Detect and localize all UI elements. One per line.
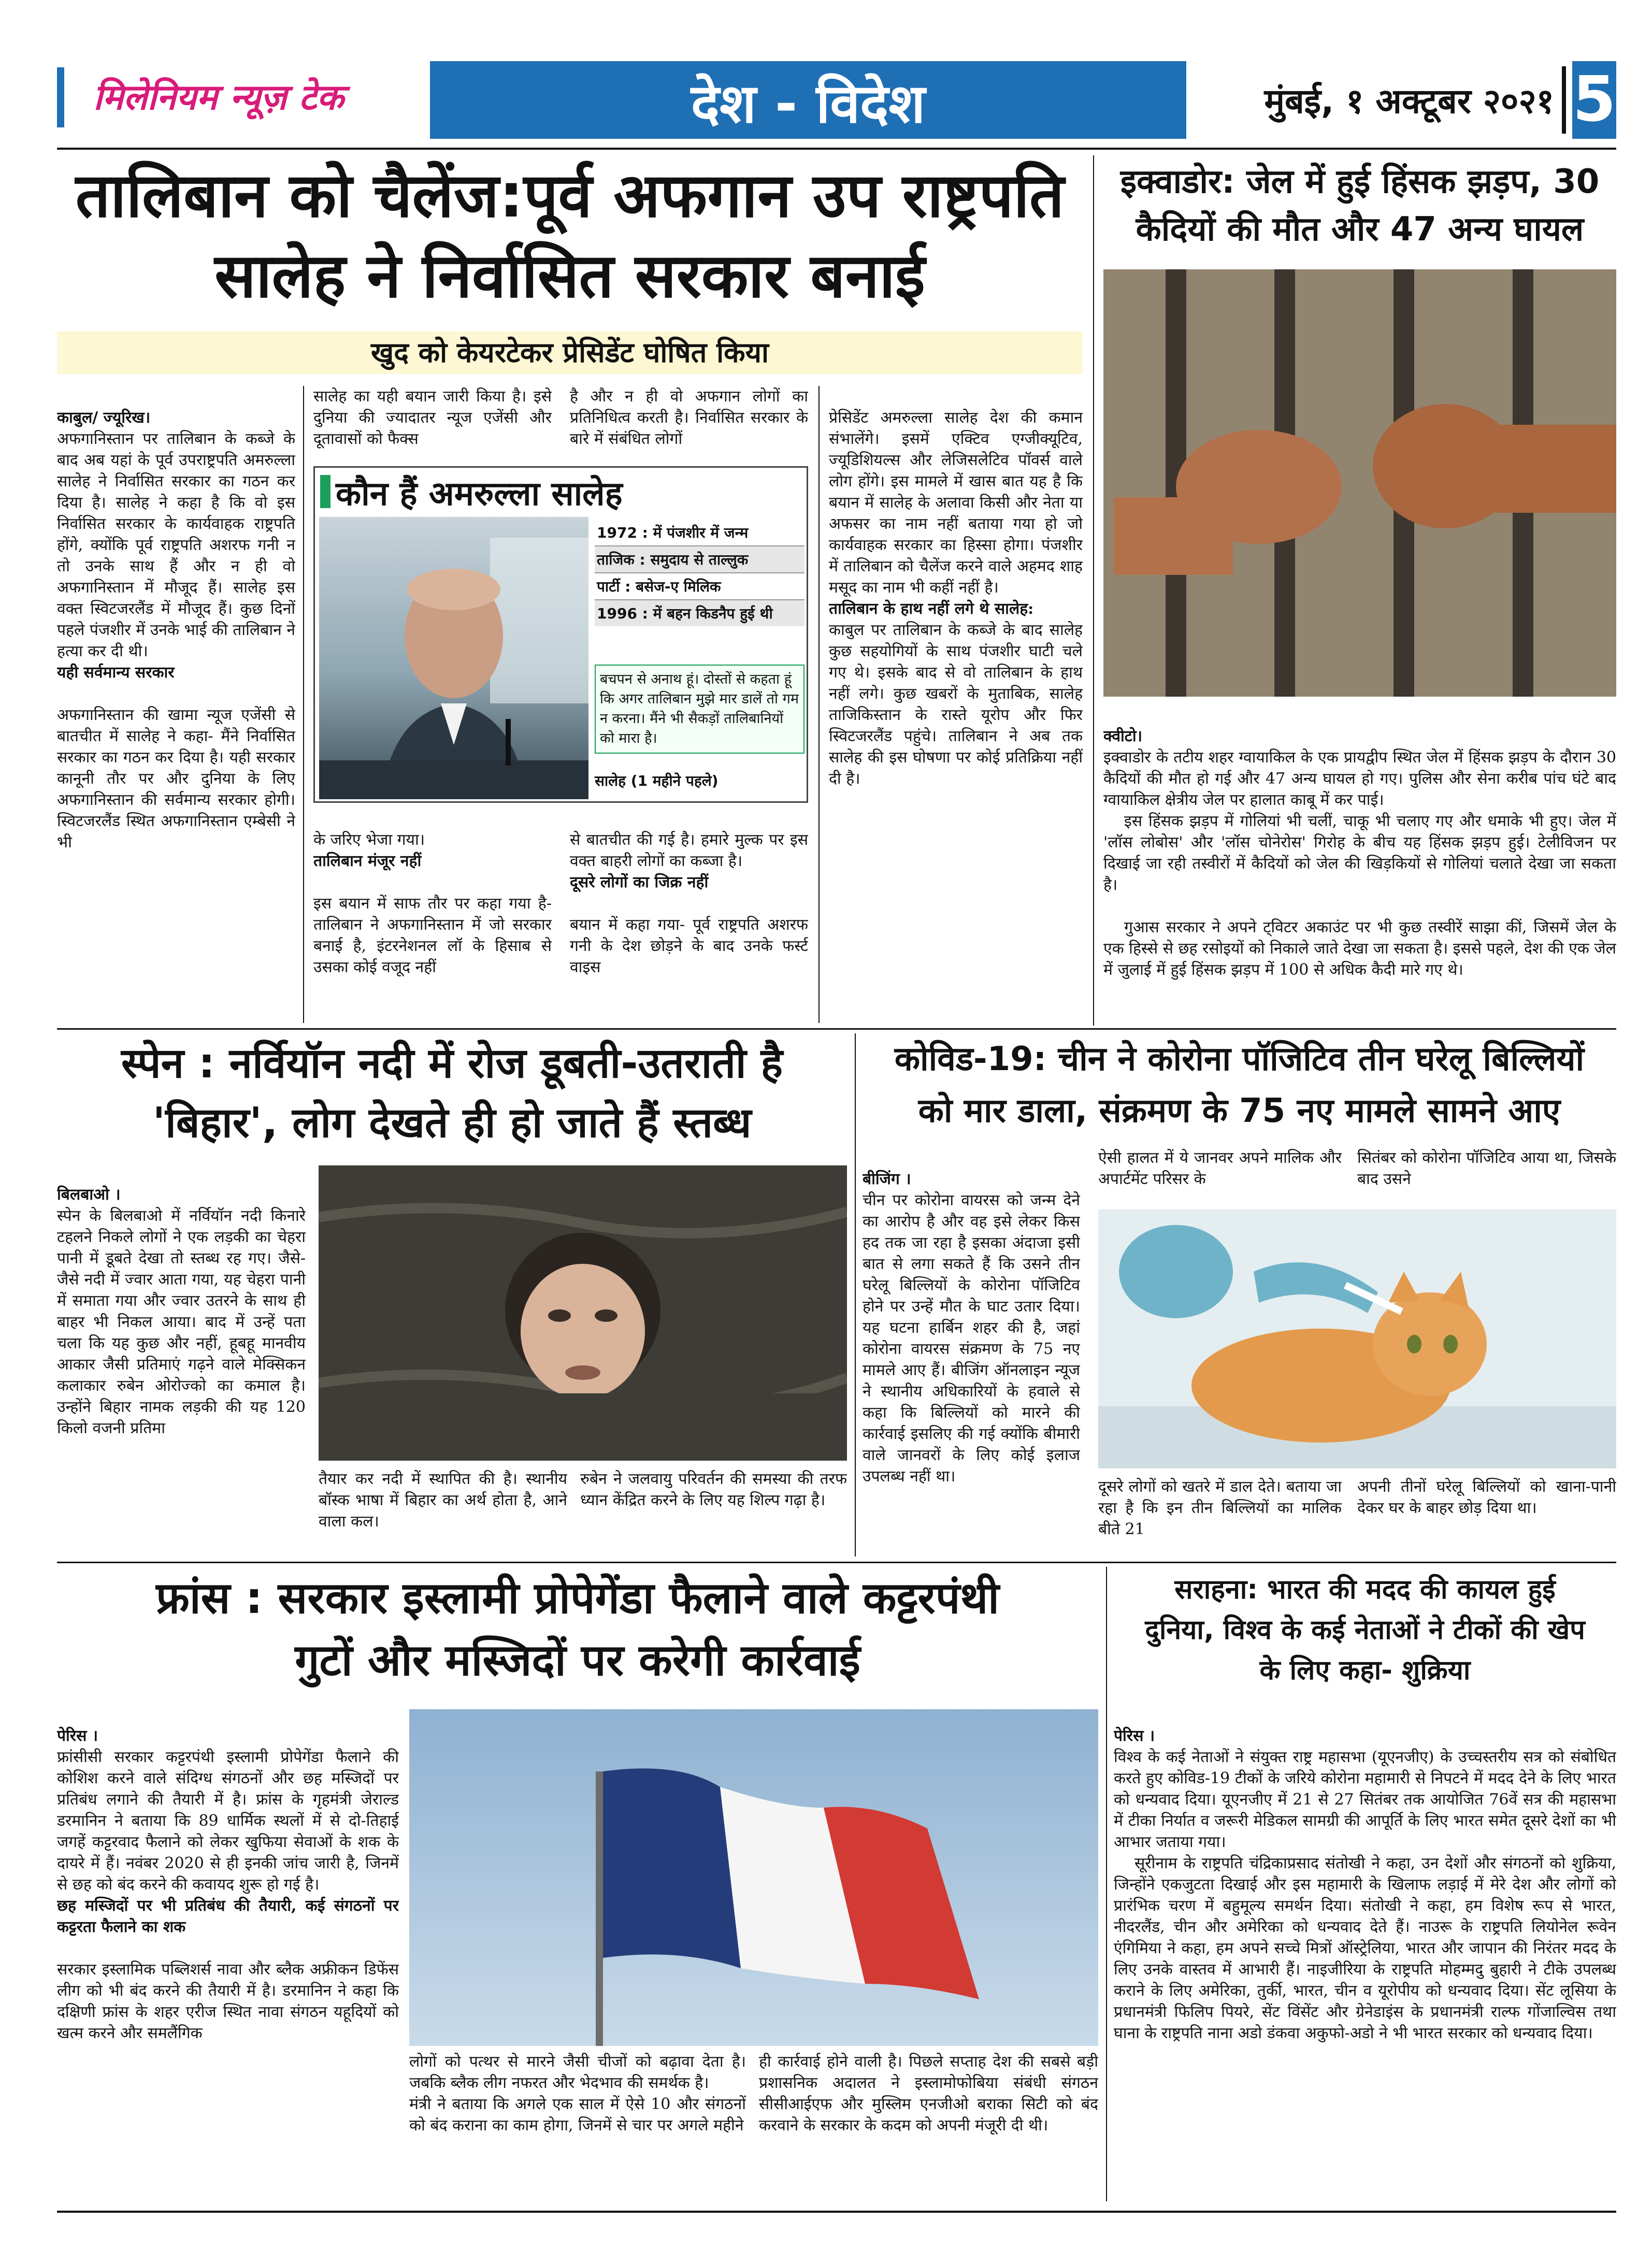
- taliban-col2-bottom2-text: इस बयान में साफ तौर पर कहा गया है- तालिबान ने अफगानिस्तान में जो सरकार बनाई है, इंटरनेशनल लॉ के हिसाब से उसका कोई वजूद नहीं: [313, 895, 552, 976]
- ecuador-p1: इक्वाडोर के तटीय शहर ग्वायाकिल के एक प्रायद्वीप स्थित जेल में हिंसक झड़प के दौरान 30 कैदियों की मौत हो गई और 47 अन्य घायल हो गए। पुलिस और सेना करीब पांच घंटे बाद ग्वायाकिल क्षेत्रीय जेल पर हालात काबू में कर पाई।: [1103, 748, 1616, 809]
- spain-col2: तैयार कर नदी में स्थापित की है। स्थानीय बॉस्क भाषा में बिहार का अर्थ होता है, आने वाला कल।: [319, 1470, 567, 1531]
- france-col3: ही कार्रवाई होने वाली है। पिछले सप्ताह देश की सबसे बड़ी प्रशासनिक अदालत ने इस्लामोफोबिया संबंधी संगठन सीसीआईएफ और मुस्लिम एनजीओ बराका सिटी को बंद करवाने के सरकार के कदम को अपनी मंजूरी दी थी।: [759, 2053, 1098, 2135]
- fact-party: पार्टी : बसेज-ए मिलिक: [595, 573, 805, 600]
- infobox-accent: [320, 475, 331, 508]
- china-col1-text: चीन पर कोरोना वायरस को जन्म देने का आरोप है और वह इसे लेकर किस हद तक जा रहा है इसका अंदाजा इसी बात से लगा सकते हैं कि उसने तीन घरेलू बिल्लियों के कोरोना पॉजिटिव होने पर उन्हें मौत के घाट उतार दिया। यह घटना हार्बिन शहर की है, जहां कोरोना वायरस संक्रमण के 75 नए मामले आए हैं। बीजिंग ऑनलाइन न्यूज ने स्थानीय अधिकारियों के हवाले से कहा कि बिल्लियों को मारने की कार्रवाई इसलिए की गई क्योंकि बीमारी वाले जानवरों के लिए कोई इलाज उपलब्ध नहीं था।: [863, 1191, 1080, 1486]
- france-col1-text: फ्रांसीसी सरकार कट्टरपंथी इस्लामी प्रोपेगेंडा फैलाने की कोशिश करने वाले संदिग्ध संगठनों और छह मस्जिदों पर प्रतिबंध लगाने की तैयारी में है। फ्रांस के गृहमंत्री जेराल्ड डरमानिन ने बताया कि 89 धार्मिक स्थलों में से दो-तिहाई जगहें कट्टरवाद फैलाने को लेकर खुफिया सेवाओं के शक के दायरे में हैं। नवंबर 2020 से ही इनकी जांच जारी है, जिनमें से छह को बंद करने की कवायद शुरू हो गई है।: [57, 1748, 399, 1894]
- taliban-col1-subhead: यही सर्वमान्य सरकार: [57, 664, 175, 682]
- infobox-caption: सालेह (1 महीने पहले): [595, 772, 719, 789]
- fact-birth: 1972 : में पंजशीर में जन्म: [595, 520, 805, 546]
- taliban-col4-subhead: तालिबान के हाथ नहीं लगे थे सालेह:: [829, 600, 1034, 618]
- col-rule: [303, 386, 304, 1023]
- saleh-infobox: [313, 466, 808, 803]
- footer-rule: [57, 2211, 1616, 2213]
- french-flag-photo: [409, 1709, 1098, 2046]
- ecuador-dateline: क्वीटो।: [1103, 727, 1143, 745]
- taliban-col3-bottom2-text: बयान में कहा गया- पूर्व राष्ट्रपति अशरफ गनी के देश छोड़ने के बाद उनके फर्स्ट वाइस: [570, 916, 808, 976]
- brand-name: मिलेनियम न्यूज़ टेक: [93, 77, 344, 118]
- taliban-headline: तालिबान को चैलेंज:पूर्व अफगान उप राष्ट्रपति सालेह ने निर्वासित सरकार बनाई: [75, 160, 1065, 311]
- section-rule: [1093, 155, 1094, 1026]
- taliban-col2-top: सालेह का यही बयान जारी किया है। इसे दुनिया की ज्यादातर न्यूज एजेंसी और दूतावासों को फैक्स: [313, 387, 552, 448]
- taliban-col2-subhead: तालिबान मंजूर नहीं: [313, 852, 422, 870]
- china-col1: [863, 1147, 1080, 1556]
- ecuador-body: [1103, 704, 1616, 1026]
- prison-bars-illustration: [1103, 269, 1616, 697]
- section-rule: [855, 1033, 856, 1556]
- header-rule: [57, 148, 1616, 150]
- taliban-deck: खुद को केयरटेकर प्रेसिडेंट घोषित किया: [57, 331, 1083, 374]
- page-divider: [1562, 66, 1566, 134]
- horizontal-rule: [57, 1562, 1616, 1563]
- river-sculpture-photo: [319, 1165, 847, 1461]
- taliban-col4b-text: काबुल पर तालिबान के कब्जे के बाद सालेह कुछ सहयोगियों के साथ पंजशीर घाटी चले गए थे। इसके बाद से वो तालिबान के हाथ नहीं लगे। कुछ खबरों के मुताबिक, सालेह ताजिकिस्तान के रास्ते यूरोप और फिर स्विटजरलैंड पहुंचे। तालिबान ने अब तक सालेह की इस घोषणा पर कोई प्रतिक्रिया नहीं दी है।: [829, 621, 1083, 788]
- france-headline: फ्रांस : सरकार इस्लामी प्रोपेगेंडा फैलाने वाले कट्टरपंथी गुटों और मस्जिदों पर करेगी कार्रवाई: [156, 1573, 999, 1685]
- china-dateline: बीजिंग ।: [863, 1170, 911, 1188]
- china-col3-bottom: अपनी तीनों घरेलू बिल्लियों को खाना-पानी देकर घर के बाहर छोड़ दिया था।: [1357, 1478, 1616, 1517]
- india-dateline: पेरिस ।: [1114, 1727, 1155, 1745]
- horizontal-rule: [57, 1028, 1616, 1030]
- french-flag-illustration: [409, 1709, 1098, 2046]
- section-title: देश - विदेश: [691, 72, 926, 135]
- ecuador-p2: इस हिंसक झड़प में गोलियां भी चलीं, चाकू भी चलाए गए और धमाके भी हुए। जेल में 'लॉस लोबोस' और 'लॉस चोनेरोस' गिरोह के बीच यह हिंसक झड़प हुई। टेलीविजन पर दिखाई जा रही तस्वीरों में कैदियों को जेल की खिड़कियों से गोलियां चलाते देखा जा सकता है।: [1103, 812, 1616, 894]
- india-body: [1114, 1704, 1616, 2201]
- spain-col1: [57, 1163, 306, 1556]
- india-p2: सूरीनाम के राष्ट्रपति चंद्रिकाप्रसाद संतोखी ने कहा, उन देशों और संगठनों को शुक्रिया, जिन्होंने एकजुटता दिखाई और इस महामारी के खिलाफ लड़ाई में मेरे देश और लोगों को प्रारंभिक चरण में बहुमूल्य समर्थन दिया। संतोखी ने कहा, हम विशेष रूप से भारत, नीदरलैंड, चीन और अमेरिका को धन्यवाद देते हैं। नाउरू के राष्ट्रपति लियोनेल रूवेन एंगिमिया ने कहा, हम अपने सच्चे मित्रों ऑस्ट्रेलिया, भारत और जापान की निरंतर मदद के लिए उनके वास्तव में आभारी हैं। नाइजीरिया के राष्ट्रपति मोहम्मदु बुहारी ने टीके उपलब्ध कराने के लिए अमेरिका, तुर्की, भारत, चीन व यूरोपीय को धन्यवाद दिया। सेंट लूसिया के प्रधानमंत्री फिलिप पियरे, सेंट विंसेंट और ग्रेनेडाइंस के प्रधानमंत्री राल्फ गोंजाल्विस तथा घाना के राष्ट्रपति नाना अडो डंकवा अकुफो-अडो ने भी भारत सरकार को धन्यवाद दिया।: [1114, 1854, 1616, 2042]
- fact-community: ताजिक : समुदाय से ताल्लुक: [595, 546, 805, 573]
- taliban-col2-bottom: [313, 808, 552, 1023]
- france-col1b-text: सरकार इस्लामिक पब्लिशर्स नावा और ब्लैक अफ्रीकन डिफेंस लीग को भी बंद करने की तैयारी में है। डरमानिन ने कहा कि दक्षिणी फ्रांस के शहर एरीज स्थित नावा संगठन यहूदियों को खत्म करने और समलैंगिक: [57, 1960, 399, 2042]
- cat-vet-photo: [1098, 1209, 1616, 1468]
- infobox-quote: बचपन से अनाथ हूं। दोस्तों से कहता हूं कि अगर तालिबान मुझे मार डालें तो गम न करना। मैंने भी सैकड़ों तालिबानियों को मारा है।: [595, 665, 805, 754]
- spain-col1-text: स्पेन के बिलबाओ में नर्वियॉन नदी किनारे टहलने निकले लोगों ने एक लड़की का चेहरा पानी में डूबते देखा तो स्तब्ध रह गए। जैसे-जैसे नदी में ज्वार आता गया, यह चेहरा पानी में समाता गया और ज्वार उतरने के साथ ही बाहर भी निकल आया। बाद में उन्हें पता चला कि यह कुछ और नहीं, हूबहू मानवीय आकार जैसी प्रतिमाएं गढ़ने वाले मेक्सिकन कलाकार रुबेन ओरोज्को का कमाल है। उन्होंने बिहार नामक लड़की की यह 120 किलो वजनी प्रतिमा: [57, 1207, 306, 1437]
- spain-dateline: बिलबाओ ।: [57, 1186, 121, 1204]
- ecuador-p3: गुआस सरकार ने अपने ट्विटर अकाउंट पर भी कुछ तस्वीरें साझा कीं, जिसमें जेल के एक हिस्से से छह रसोइयों को निकाले जाते देखा जा सकता है। इससे पहले, देश की एक जेल में जुलाई में हुई हिंसक झड़प में 100 से अधिक कैदी मारे गए थे।: [1103, 918, 1616, 979]
- france-dateline: पेरिस ।: [57, 1727, 98, 1745]
- section-rule: [1106, 1567, 1107, 2201]
- face-in-water-illustration: [319, 1165, 847, 1461]
- china-headline: कोविड-19: चीन ने कोरोना पॉजिटिव तीन घरेलू बिल्लियों को मार डाला, संक्रमण के 75 नए मामले सामने आए: [894, 1040, 1585, 1130]
- taliban-col3-bottom-text: से बातचीत की गई है। हमारे मुल्क पर इस वक्त बाहरी लोगों का कब्जा है।: [570, 831, 808, 870]
- taliban-col2-bottom-text: के जरिए भेजा गया।: [313, 831, 425, 849]
- page-number: 5: [1572, 61, 1616, 139]
- cat-injection-illustration: [1098, 1209, 1616, 1468]
- france-col1: [57, 1704, 399, 2201]
- taliban-col3-subhead: दूसरे लोगों का जिक्र नहीं: [570, 873, 709, 891]
- india-p1: विश्व के कई नेताओं ने संयुक्त राष्ट्र महासभा (यूएनजीए) के उच्चस्तरीय सत्र को संबोधित करते हुए कोविड-19 टीकों के जरिये कोरोना महामारी से निपटने में मदद देने के लिए भारत को धन्यवाद दिया। यूएनजीए में 21 से 27 सितंबर तक आयोजित 76वें सत्र की महासभा में टीका निर्यात व जरूरी मेडिकल सामग्री की आपूर्ति के लिए भारत समेत दूसरे देशों का भी आभार जताया गया।: [1114, 1748, 1616, 1851]
- spain-headline: स्पेन : नर्वियॉन नदी में रोज डूबती-उतराती है 'बिहार', लोग देखते ही हो जाते हैं स्तब्ध: [121, 1039, 783, 1147]
- china-col2-top: ऐसी हालत में ये जानवर अपने मालिक और अपार्टमेंट परिसर के: [1098, 1149, 1342, 1188]
- saleh-photo: [319, 517, 588, 799]
- masthead: [57, 61, 1616, 139]
- brand-bar: [57, 67, 64, 127]
- taliban-col1-text: अफगानिस्तान पर तालिबान के कब्जे के बाद अब यहां के पूर्व उपराष्ट्रपति अमरुल्ला सालेह ने निर्वासित सरकार का गठन कर दिया है। सालेह ने कहा है कि वो इस निर्वासित सरकार के कार्यवाहक राष्ट्रपति होंगे, क्योंकि पूर्व राष्ट्रपति अशरफ गनी न तो उनके साथ हैं और न ही वो अफगानिस्तान में मौजूद हैं। सालेह इस वक्त स्विटजरलैंड में मौजूद हैं। कुछ दिनों पहले पंजशीर में उनके भाई की तालिबान ने हत्या कर दी थी।: [57, 430, 295, 660]
- ecuador-headline: इक्वाडोर: जेल में हुई हिंसक झड़प, 30 कैदियों की मौत और 47 अन्य घायल: [1120, 163, 1600, 249]
- issue-date: मुंबई, १ अक्टूबर २०२१: [1264, 81, 1554, 121]
- china-col3-top: सितंबर को कोरोना पॉजिटिव आया था, जिसके बाद उसने: [1357, 1149, 1616, 1188]
- india-headline: सराहना: भारत की मदद की कायल हुई दुनिया, विश्व के कई नेताओं ने टीकों की खेप के लिए कहा- शुक्रिया: [1145, 1574, 1585, 1686]
- infobox-title: कौन हैं अमरुल्ला सालेह: [336, 475, 623, 513]
- taliban-dateline: काबुल/ ज्यूरिख।: [57, 409, 151, 427]
- prison-photo: [1103, 269, 1616, 697]
- fact-1996: 1996 : में बहन किडनैप हुई थी: [595, 600, 805, 626]
- taliban-col3-top: है और न ही वो अफगान लोगों का प्रतिनिधित्व करती है। निर्वासित सरकार के बारे में संबंधित लोगों: [570, 387, 808, 448]
- col-rule: [818, 386, 820, 1023]
- taliban-col1b-text: अफगानिस्तान की खामा न्यूज एजेंसी से बातचीत में सालेह ने कहा- मैंने निर्वासित सरकार का गठन कर दिया है। यही सरकार कानूनी तौर पर और दुनिया के लिए अफगानिस्तान की सर्वमान्य सरकार होगी। स्विटजरलैंड स्थित अफगानिस्तान एम्बेसी ने भी: [57, 706, 295, 852]
- taliban-col1: [57, 386, 295, 1023]
- taliban-col3-bottom: [570, 808, 808, 1023]
- taliban-col4-text: प्रेसिडेंट अमरुल्ला सालेह देश की कमान संभालेंगे। इसमें एक्टिव एग्जीक्यूटिव, ज्यूडिशियल्स और लेजिसलेटिव पॉवर्स वाले लोग होंगे। इस मामले में खास बात यह है कि बयान में सालेह के अलावा किसी और नेता या अफसर का नाम नहीं बताया गया हो जो कार्यवाहक सरकार का हिस्सा होगा। पंजशीर में तालिबान को चैलेंज करने वाले अहमद शाह मसूद का नाम भी कहीं नहीं है।: [829, 409, 1083, 597]
- taliban-col4: [829, 386, 1083, 1023]
- france-col1-subhead: छह मस्जिदों पर भी प्रतिबंध की तैयारी, कई संगठनों पर कट्टरता फैलाने का शक: [57, 1897, 399, 1936]
- saleh-portrait-illustration: [319, 517, 588, 799]
- spain-col3: रुबेन ने जलवायु परिवर्तन की समस्या की तरफ ध्यान केंद्रित करने के लिए यह शिल्प गढ़ा है।: [580, 1470, 847, 1509]
- china-col2-bottom: दूसरे लोगों को खतरे में डाल देते। बताया जा रहा है कि इन तीन बिल्लियों का मालिक बीते 21: [1098, 1478, 1342, 1538]
- france-col2: लोगों को पत्थर से मारने जैसी चीजों को बढ़ावा देता है। जबकि ब्लैक लीग नफरत और भेदभाव की समर्थक है। मंत्री ने बताया कि अगले एक साल में ऐसे 10 और संगठनों को बंद कराना का काम होगा, जिनमें से चार पर अगले महीने: [409, 2053, 746, 2135]
- infobox-facts: [595, 520, 805, 626]
